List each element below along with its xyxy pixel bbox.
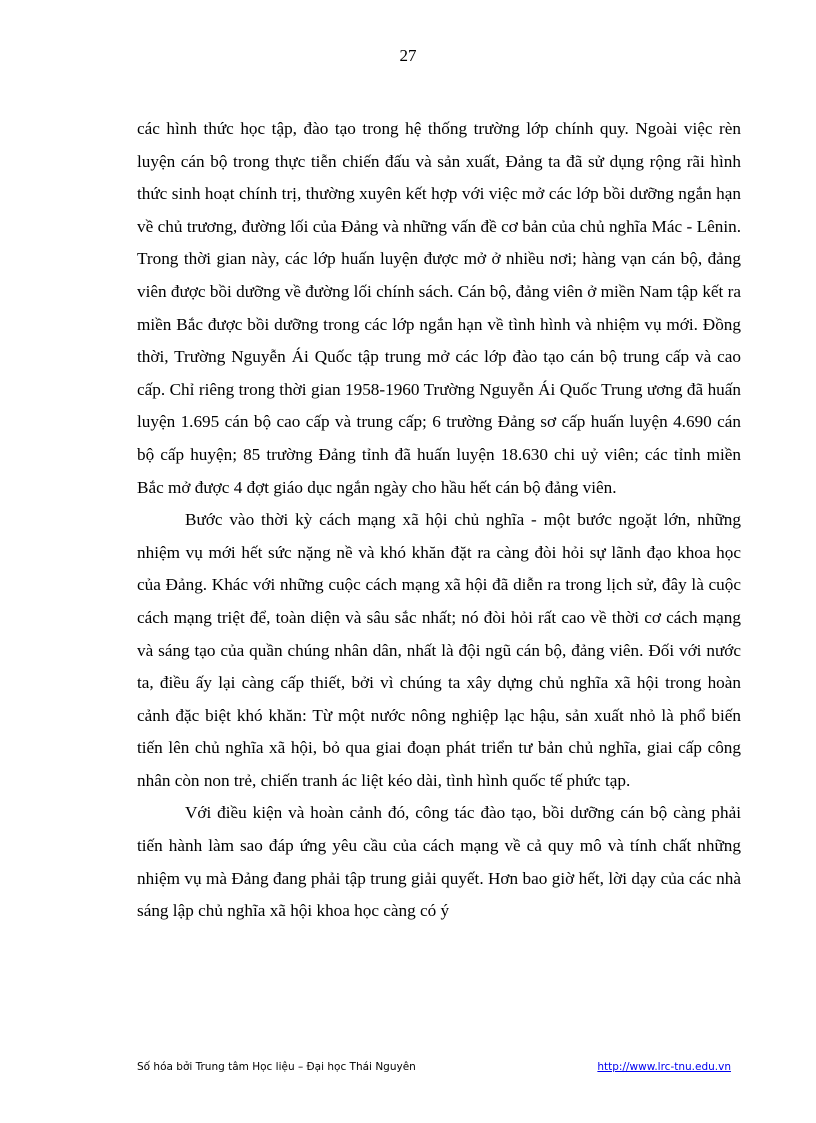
page-footer: [137, 1059, 741, 1075]
paragraph-continuation: các hình thức học tập, đào tạo trong hệ thống trường lớp chính quy. Ngoài việc rèn luyện cán bộ trong thực tiễn chiến đấu và sản xuất, Đảng ta đã sử dụng rộng rãi hình thức sinh hoạt chính trị, thường xuyên kết hợp với việc mở các lớp bồi dưỡng ngắn hạn về chủ trương, đường lối của Đảng và những vấn đề cơ bản của chủ nghĩa Mác - Lênin. Trong thời gian này, các lớp huấn luyện được mở ở nhiều nơi; hàng vạn cán bộ, đảng viên được bồi dưỡng về đường lối chính sách. Cán bộ, đảng viên ở miền Nam tập kết ra miền Bắc được bồi dưỡng trong các lớp ngắn hạn về tình hình và nhiệm vụ mới. Đồng thời, Trường Nguyễn Ái Quốc tập trung mở các lớp đào tạo cán bộ trung cấp và cao cấp. Chỉ riêng trong thời gian 1958-1960 Trường Nguyễn Ái Quốc Trung ương đã huấn luyện 1.695 cán bộ cao cấp và trung cấp; 6 trường Đảng sơ cấp huấn luyện 4.690 cán bộ cấp huyện; 85 trường Đảng tỉnh đã huấn luyện 18.630 chi uỷ viên; các tỉnh miền Bắc mở được 4 đợt giáo dục ngắn ngày cho hầu hết cán bộ đảng viên.: [137, 119, 741, 497]
footer-credit: Số hóa bởi Trung tâm Học liệu – Đại học Thái Nguyên: [137, 1061, 416, 1073]
paragraph-training-conditions: Với điều kiện và hoàn cảnh đó, công tác đào tạo, bồi dưỡng cán bộ càng phải tiến hành làm sao đáp ứng yêu cầu của cách mạng về cả quy mô và tính chất những nhiệm vụ mà Đảng đang phải tập trung giải quyết. Hơn bao giờ hết, lời dạy của các nhà sáng lập chủ nghĩa xã hội khoa học càng có ý: [137, 803, 741, 921]
body-text: [137, 113, 741, 928]
footer-website-link[interactable]: http://www.lrc-tnu.edu.vn: [597, 1061, 731, 1073]
page-number: 27: [399, 46, 417, 65]
paragraph-socialist-revolution: Bước vào thời kỳ cách mạng xã hội chủ nghĩa - một bước ngoặt lớn, những nhiệm vụ mới hết sức nặng nề và khó khăn đặt ra càng đòi hỏi sự lãnh đạo khoa học của Đảng. Khác với những cuộc cách mạng xã hội đã diễn ra trong lịch sử, đây là cuộc cách mạng triệt để, toàn diện và sâu sắc nhất; nó đòi hỏi rất cao về thời cơ cách mạng và sáng tạo của quần chúng nhân dân, nhất là đội ngũ cán bộ, đảng viên. Đối với nước ta, điều ấy lại càng cấp thiết, bởi vì chúng ta xây dựng chủ nghĩa xã hội trong hoàn cảnh đặc biệt khó khăn: Từ một nước nông nghiệp lạc hậu, sản xuất nhỏ là phổ biến tiến lên chủ nghĩa xã hội, bỏ qua giai đoạn phát triển tư bản chủ nghĩa, giai cấp công nhân còn non trẻ, chiến tranh ác liệt kéo dài, tình hình quốc tế phức tạp.: [137, 510, 741, 790]
